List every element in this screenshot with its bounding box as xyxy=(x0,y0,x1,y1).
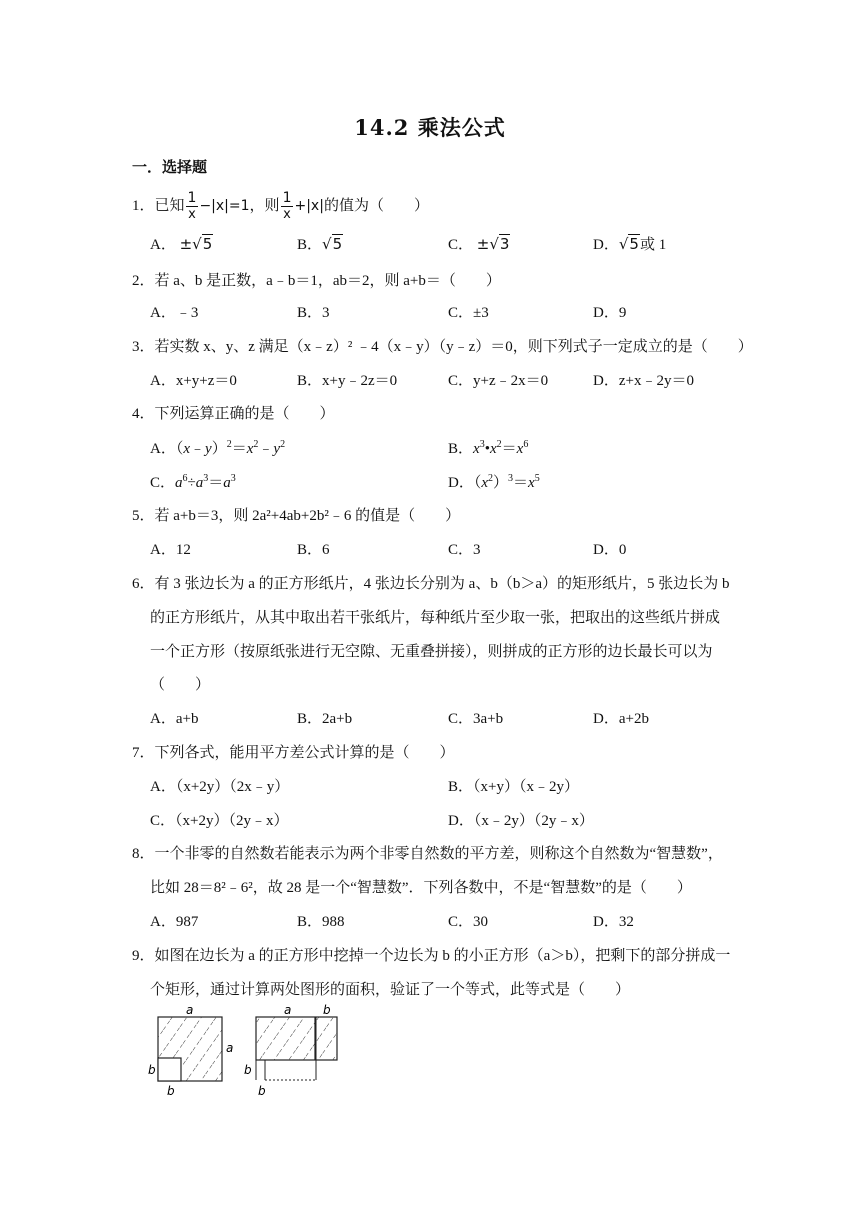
label-b-top-right: b xyxy=(323,1003,331,1017)
q1-pre: 已知 xyxy=(154,197,185,214)
page-title: 14.2 乘法公式 xyxy=(354,115,506,140)
question-7: 7．下列各式，能用平方差公式计算的是（ ） xyxy=(132,745,455,761)
question-6-line-2: 的正方形纸片，从其中取出若干张纸片，每种纸片至少取一张，把取出的这些纸片拼成 xyxy=(150,610,721,626)
q1-mid: ，则 xyxy=(249,197,280,214)
question-3: 3．若实数 x、y、z 满足（x﹣z）² ﹣4（x﹣y）（y﹣z）＝0，则下列式子一定成立的是（ ） xyxy=(132,339,753,355)
section-heading: 一．选择题 xyxy=(132,160,208,176)
q5-option-d: D．0 xyxy=(593,542,627,558)
q6-option-c: C．3a+b xyxy=(448,711,504,727)
label-a-top-right: a xyxy=(284,1003,292,1017)
q6-option-a: A．a+b xyxy=(150,711,199,727)
question-6-line-4: （ ） xyxy=(150,677,211,693)
question-8-line-1: 8．一个非零的自然数若能表示为两个非零自然数的平方差，则称这个自然数为“智慧数”， xyxy=(132,846,723,862)
label-b-left: b xyxy=(148,1063,156,1077)
q1-number: 1． xyxy=(132,197,155,214)
question-4: 4．下列运算正确的是（ ） xyxy=(132,406,335,422)
q3-option-b: B．x+y﹣2z＝0 xyxy=(297,373,398,389)
q7-option-d: D．（x﹣2y）（2y﹣x） xyxy=(448,813,594,829)
q1-fraction-2: $\frac{1}{x}$ xyxy=(282,190,292,222)
q2-option-b: B．3 xyxy=(297,305,330,321)
q1-post: 的值为（ ） xyxy=(323,197,429,214)
question-5: 5．若 a+b＝3，则 2a²+4ab+2b²﹣6 的值是（ ） xyxy=(132,508,461,524)
q1-fraction-1: $\frac{1}{x}$ xyxy=(187,190,197,222)
q7-option-a: A．（x+2y）（2x﹣y） xyxy=(150,779,290,795)
label-b-bottom: b xyxy=(167,1084,175,1098)
label-b-bottom-2: b xyxy=(258,1084,266,1098)
question-8-line-2: 比如 28＝8²﹣6²，故 28 是一个“智慧数”．下列各数中，不是“智慧数”的是（ ） xyxy=(150,880,692,896)
q2-option-d: D．9 xyxy=(593,305,627,321)
figure-right-rectangle xyxy=(256,1017,337,1080)
q1-abs-expr-2: +|x| xyxy=(294,197,324,214)
q6-option-b: B．2a+b xyxy=(297,711,353,727)
q9-figure xyxy=(140,1000,360,1100)
label-a-top-left: a xyxy=(186,1003,194,1017)
q7-option-b: B．（x+y）（x﹣2y） xyxy=(448,779,579,795)
question-2: 2．若 a、b 是正数，a﹣b＝1，ab＝2，则 a+b＝（ ） xyxy=(132,273,501,289)
q8-option-d: D．32 xyxy=(593,914,634,930)
question-6-line-1: 6．有 3 张边长为 a 的正方形纸片，4 张边长分别为 a、b（b＞a）的矩形纸片，5 张边长为 b xyxy=(132,576,730,592)
q7-option-c: C．（x+2y）（2y﹣x） xyxy=(150,813,289,829)
question-9-line-1: 9．如图在边长为 a 的正方形中挖掉一个边长为 b 的小正方形（a＞b），把剩下的部分拼成一 xyxy=(132,948,731,964)
q3-option-d: D．z+x﹣2y＝0 xyxy=(593,373,694,389)
q4-option-b: B．$x^3•x^2=x^6$ xyxy=(448,439,529,457)
q8-option-a: A．987 xyxy=(150,914,199,930)
q1-option-b: B．√5 xyxy=(297,235,343,253)
q2-option-c: C．±3 xyxy=(448,305,489,321)
q4-option-c: C．$a^6\div a^3=a^3$ xyxy=(150,473,236,491)
q2-option-a: A．﹣3 xyxy=(150,305,199,321)
q1-option-c: C． ±√3 xyxy=(448,235,510,253)
q3-option-a: A．x+y+z＝0 xyxy=(150,373,237,389)
figure-left-square xyxy=(158,1017,222,1081)
question-1 xyxy=(132,190,429,223)
question-6-line-3: 一个正方形（按原纸张进行无空隙、无重叠拼接），则拼成的正方形的边长最长可以为 xyxy=(150,644,713,660)
q4-option-d: D．$(x^2)^3=x^5$ xyxy=(448,473,540,491)
q8-option-c: C．30 xyxy=(448,914,489,930)
label-b-left-2: b xyxy=(244,1063,252,1077)
q1-option-d: D．√5或 1 xyxy=(593,235,667,253)
label-a-right: a xyxy=(226,1041,234,1055)
q6-option-d: D．a+2b xyxy=(593,711,649,727)
q8-option-b: B．988 xyxy=(297,914,345,930)
q5-option-c: C．3 xyxy=(448,542,481,558)
q5-option-a: A．12 xyxy=(150,542,191,558)
q1-option-a: A． ±√5 xyxy=(150,235,213,253)
q3-option-c: C．y+z﹣2x＝0 xyxy=(448,373,549,389)
question-9-line-2: 个矩形，通过计算两处图形的面积，验证了一个等式，此等式是（ ） xyxy=(150,982,631,998)
q4-option-a: A．$(x﹣y)^2=x^2﹣y^2$ xyxy=(150,439,286,457)
q5-option-b: B．6 xyxy=(297,542,330,558)
q1-abs-expr-1: −|x|=1 xyxy=(199,197,250,214)
